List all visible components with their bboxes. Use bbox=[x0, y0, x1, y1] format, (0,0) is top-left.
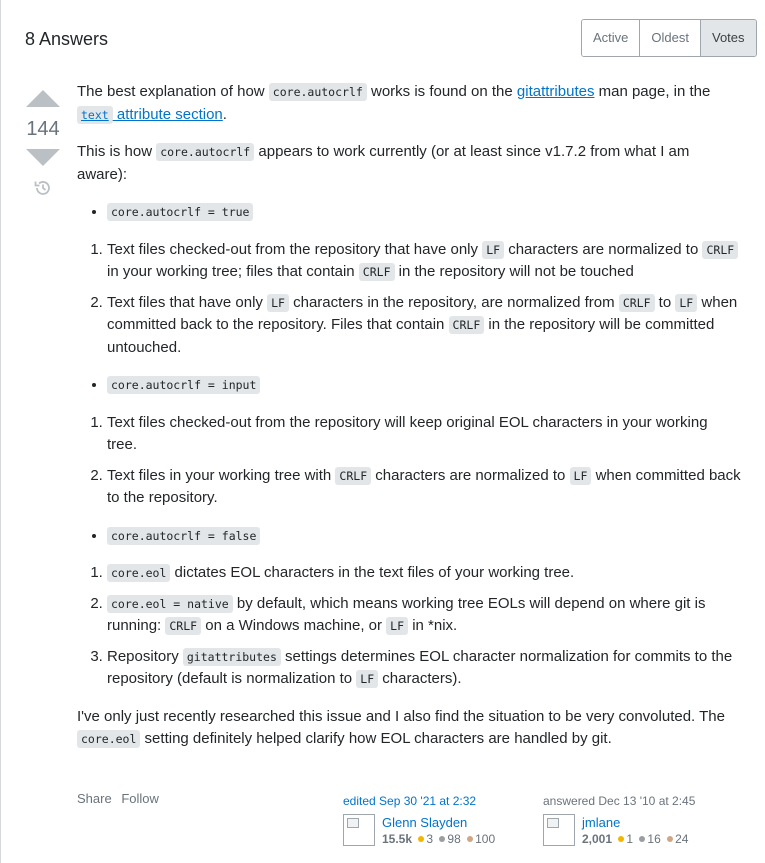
numbered-list bbox=[77, 412, 741, 510]
user-name-link[interactable]: jmlane bbox=[582, 815, 621, 830]
sort-tab-active[interactable]: Active bbox=[582, 20, 639, 56]
answer-paragraph: This is how core.autocrlf appears to work currently (or at least since v1.7.2 from what I am aware): bbox=[77, 143, 690, 183]
follow-link[interactable]: Follow bbox=[121, 791, 159, 806]
list-item: 1. Text files checked-out from the repository will keep original EOL characters in your working tree. bbox=[107, 412, 741, 457]
answer-paragraph: The best explanation of how core.autocrlf works is found on the gitattributes man page, in the text attribute section. bbox=[77, 83, 711, 123]
inline-code: core.autocrlf bbox=[269, 83, 367, 101]
answer-sort-tabs bbox=[581, 19, 757, 57]
bullet-list bbox=[77, 374, 741, 397]
answer-paragraph: I've only just recently researched this issue and I also find the situation to be very convoluted. The core.eol setting definitely helped clarify how EOL characters are handled by git. bbox=[77, 707, 725, 747]
editor-signature bbox=[343, 794, 495, 848]
inline-code: core.autocrlf bbox=[156, 143, 254, 161]
sort-tab-votes[interactable]: Votes bbox=[700, 20, 756, 56]
downvote-arrow-icon[interactable] bbox=[26, 149, 60, 166]
list-item: • core.autocrlf = false bbox=[107, 525, 741, 548]
avatar[interactable] bbox=[543, 814, 575, 846]
list-item: 2. core.eol = native by default, which means working tree EOLs will depend on where git is running: CRLF on a Windows machine, or LF in *nix. bbox=[107, 593, 741, 638]
vote-cell bbox=[24, 86, 62, 198]
sort-tab-oldest[interactable]: Oldest bbox=[639, 20, 700, 56]
gitattributes-link[interactable]: gitattributes bbox=[516, 83, 595, 100]
list-item: 3. Repository gitattributes settings determines EOL character normalization for commits to the repository (default is normalization to LF characters). bbox=[107, 646, 741, 691]
answer-body bbox=[77, 81, 741, 766]
list-item: 2. Text files in your working tree with CRLF characters are normalized to LF when committed back to the repository. bbox=[107, 465, 741, 510]
list-item: 1. core.eol dictates EOL characters in the text files of your working tree. bbox=[107, 562, 741, 585]
share-link[interactable]: Share bbox=[77, 791, 112, 806]
history-icon[interactable] bbox=[33, 178, 53, 198]
bullet-list bbox=[77, 201, 741, 224]
left-border bbox=[0, 0, 1, 863]
list-item: 2. Text files that have only LF characters in the repository, are normalized from CRLF to LF when committed back to the repository. Files that contain CRLF in the repository will be committed untouched. bbox=[107, 292, 741, 360]
user-reputation: 2,001 1 16 24 bbox=[582, 832, 689, 846]
edited-timestamp-link[interactable]: edited Sep 30 '21 at 2:32 bbox=[343, 794, 477, 808]
list-item: • core.autocrlf = true bbox=[107, 201, 741, 224]
numbered-list bbox=[77, 562, 741, 691]
list-item: • core.autocrlf = input bbox=[107, 374, 741, 397]
bullet-list bbox=[77, 525, 741, 548]
answered-timestamp: answered Dec 13 '10 at 2:45 bbox=[543, 794, 696, 808]
post-menu bbox=[77, 791, 165, 806]
user-reputation: 15.5k 3 98 100 bbox=[382, 832, 496, 846]
avatar[interactable] bbox=[343, 814, 375, 846]
answers-count-heading: 8 Answers bbox=[25, 29, 109, 49]
text-attribute-section-link[interactable]: text attribute section bbox=[77, 106, 223, 123]
numbered-list bbox=[77, 239, 741, 360]
user-name-link[interactable]: Glenn Slayden bbox=[382, 815, 468, 830]
vote-count: 144 bbox=[26, 118, 60, 140]
author-signature bbox=[543, 794, 695, 848]
list-item: 1. Text files checked-out from the repository that have only LF characters are normalized to CRLF in your working tree; files that contain CRLF in the repository will not be touched bbox=[107, 239, 741, 284]
upvote-arrow-icon[interactable] bbox=[26, 90, 60, 107]
